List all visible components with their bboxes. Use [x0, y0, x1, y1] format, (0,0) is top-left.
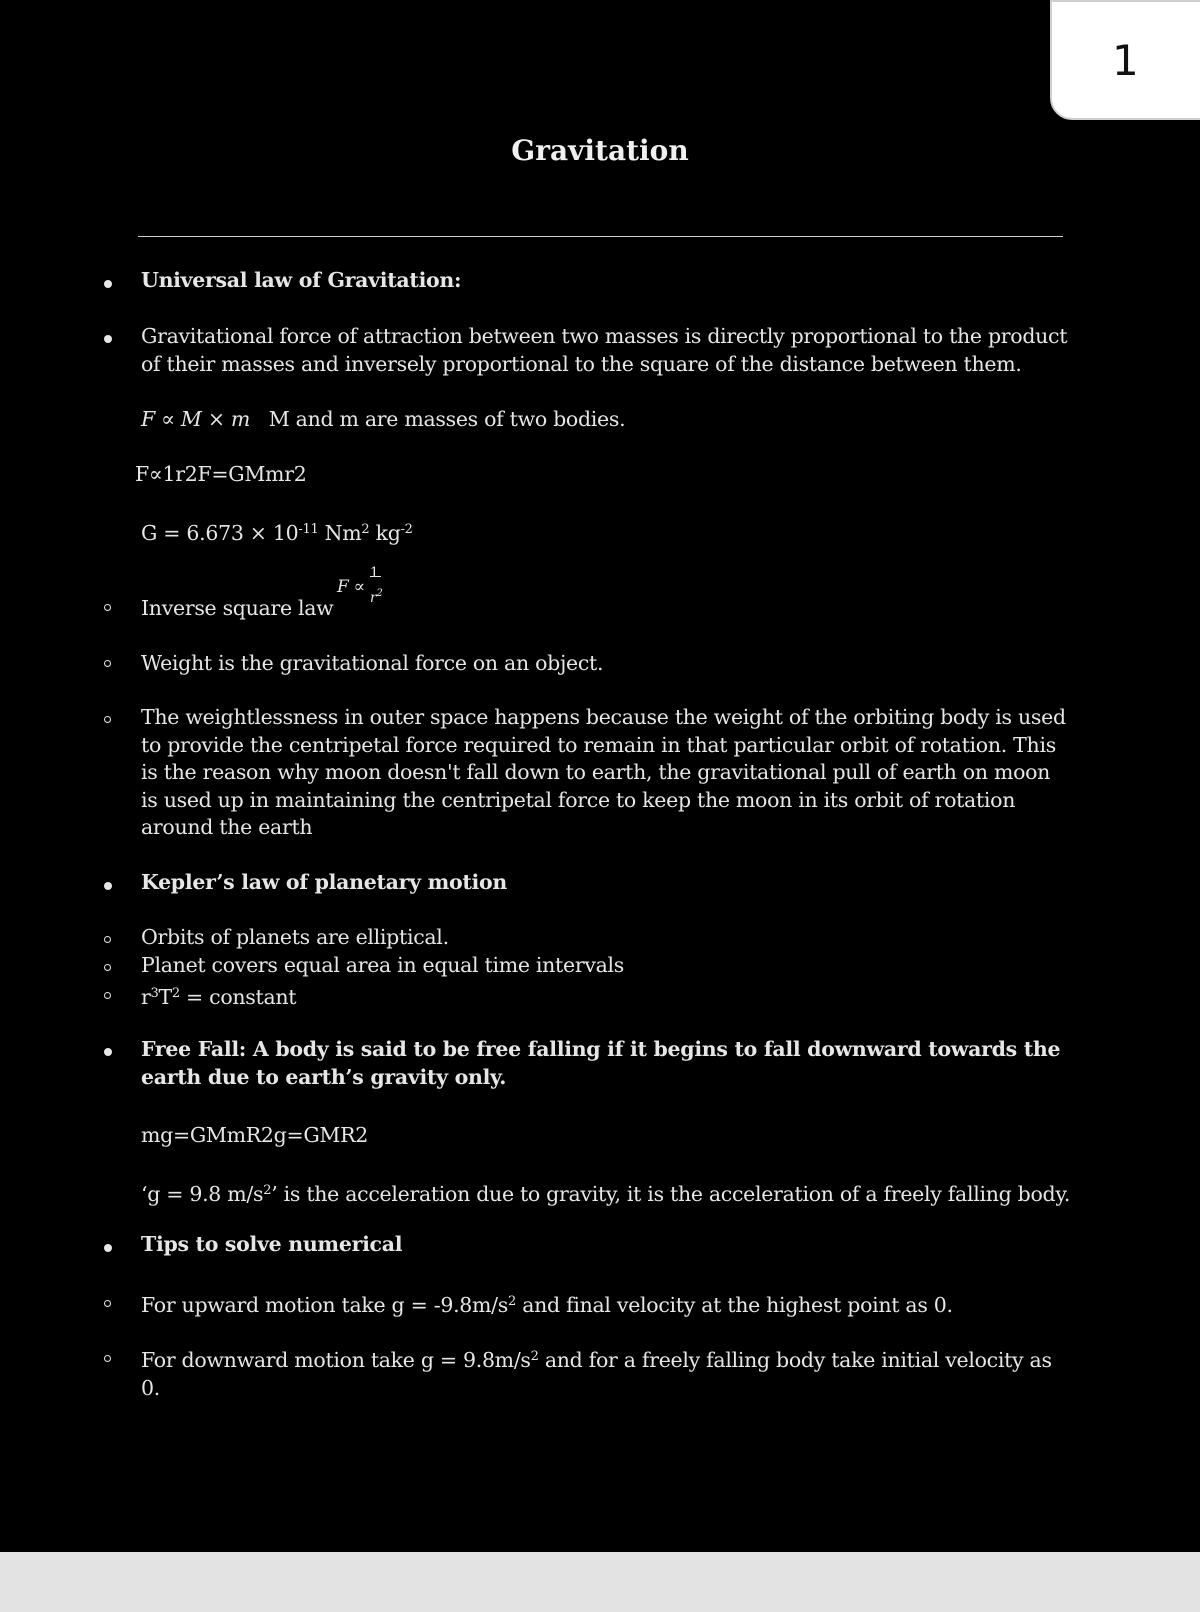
inverse-square-fraction — [369, 565, 384, 606]
inverse-square-label: Inverse square law — [141, 596, 334, 620]
tip-downward-motion — [141, 1343, 1071, 1402]
formula-proportionality-lhs: F ∝ M × m — [141, 407, 251, 431]
viewer-bottom-bar — [0, 1552, 1200, 1612]
tip-downward-exponent: 2 — [530, 1349, 539, 1364]
formula-proportionality-rhs: M and m are masses of two bodies. — [268, 407, 626, 431]
sub-bullet-icon — [104, 1300, 111, 1307]
kepler-r: r — [141, 985, 151, 1009]
bullet-icon — [104, 1048, 112, 1056]
tip-downward-prefix: For downward motion take g = 9.8m/s — [141, 1348, 531, 1372]
kepler-t: T — [158, 985, 172, 1009]
g-constant-value: G = 6.673 × 10 — [141, 521, 299, 545]
fraction-denominator-base: r — [369, 590, 377, 606]
kepler-third-law — [141, 980, 296, 1011]
sub-bullet-icon — [104, 604, 111, 611]
kepler-heading: Kepler’s law of planetary motion — [141, 870, 507, 894]
kepler-constant: = constant — [179, 985, 297, 1009]
free-fall-formula: mg=GMmR2g=GMR2 — [141, 1123, 368, 1147]
sub-bullet-icon — [104, 992, 111, 999]
tip-downward-suffix: and for a freely falling body take initial velocity as 0. — [141, 1348, 1052, 1400]
kepler-second-law: Planet covers equal area in equal time intervals — [141, 953, 624, 977]
formula-proportionality — [141, 406, 625, 433]
g-value-suffix: ’ is the acceleration due to gravity, it is the acceleration of a freely falling body. — [271, 1182, 1071, 1206]
fraction-denominator-exponent: 2 — [376, 588, 383, 599]
fraction-bar — [370, 576, 381, 577]
universal-law-heading: Universal law of Gravitation: — [141, 268, 462, 292]
page-number: 1 — [1112, 35, 1139, 85]
sub-bullet-icon — [104, 936, 111, 943]
page-title: Gravitation — [511, 134, 689, 167]
bullet-icon — [104, 1244, 112, 1252]
kepler-t-exponent: 2 — [171, 986, 180, 1001]
g-constant-kg: kg — [369, 521, 401, 545]
inverse-square-formula — [337, 565, 384, 606]
formula-newton-law: F∝1r2F=GMmr2 — [135, 462, 307, 486]
g-constant-unit: Nm — [318, 521, 362, 545]
title-divider — [138, 236, 1063, 237]
g-constant-kg-exponent: -2 — [400, 522, 413, 537]
kepler-first-law: Orbits of planets are elliptical. — [141, 925, 449, 949]
bullet-icon — [104, 280, 112, 288]
g-value-exponent: 2 — [263, 1183, 272, 1198]
g-value-statement — [141, 1177, 1070, 1208]
sub-bullet-icon — [104, 964, 111, 971]
gravitational-constant — [141, 516, 413, 547]
g-constant-unit-exponent: 2 — [361, 522, 370, 537]
sub-bullet-icon — [104, 1355, 111, 1362]
g-value-prefix: ‘g = 9.8 m/s — [141, 1182, 264, 1206]
tip-upward-prefix: For upward motion take g = -9.8m/s — [141, 1293, 508, 1317]
weightlessness-explanation: The weightlessness in outer space happens because the weight of the orbiting body is used to provide the centripetal force required to remain in that particular orbit of rotation. This is the reason why moon doesn't fall down to earth, the gravitational pull of earth on moon is used up in maintaining the centripetal force to keep the moon in its orbit of rotation around the earth — [141, 705, 1066, 839]
tip-upward-exponent: 2 — [508, 1294, 516, 1309]
tips-heading: Tips to solve numerical — [141, 1232, 403, 1256]
inverse-square-lhs: F ∝ — [337, 577, 365, 597]
page-number-badge — [1050, 0, 1200, 120]
kepler-r-exponent: 3 — [150, 986, 159, 1001]
tip-upward-motion — [141, 1288, 953, 1319]
weight-definition: Weight is the gravitational force on an object. — [141, 651, 604, 675]
g-constant-exponent: -11 — [298, 522, 319, 537]
tip-upward-suffix: and final velocity at the highest point as 0. — [515, 1293, 953, 1317]
bullet-icon — [104, 882, 112, 890]
bullet-icon — [104, 335, 112, 343]
fraction-numerator: 1 — [369, 565, 379, 581]
sub-bullet-icon — [104, 716, 111, 723]
free-fall-heading: Free Fall: A body is said to be free falling if it begins to fall downward towards the earth due to earth’s gravity only. — [141, 1037, 1061, 1089]
sub-bullet-icon — [104, 660, 111, 667]
fraction-denominator — [370, 580, 382, 612]
universal-law-description: Gravitational force of attraction between two masses is directly proportional to the product of their masses and inversely proportional to the square of the distance between them. — [141, 324, 1068, 376]
